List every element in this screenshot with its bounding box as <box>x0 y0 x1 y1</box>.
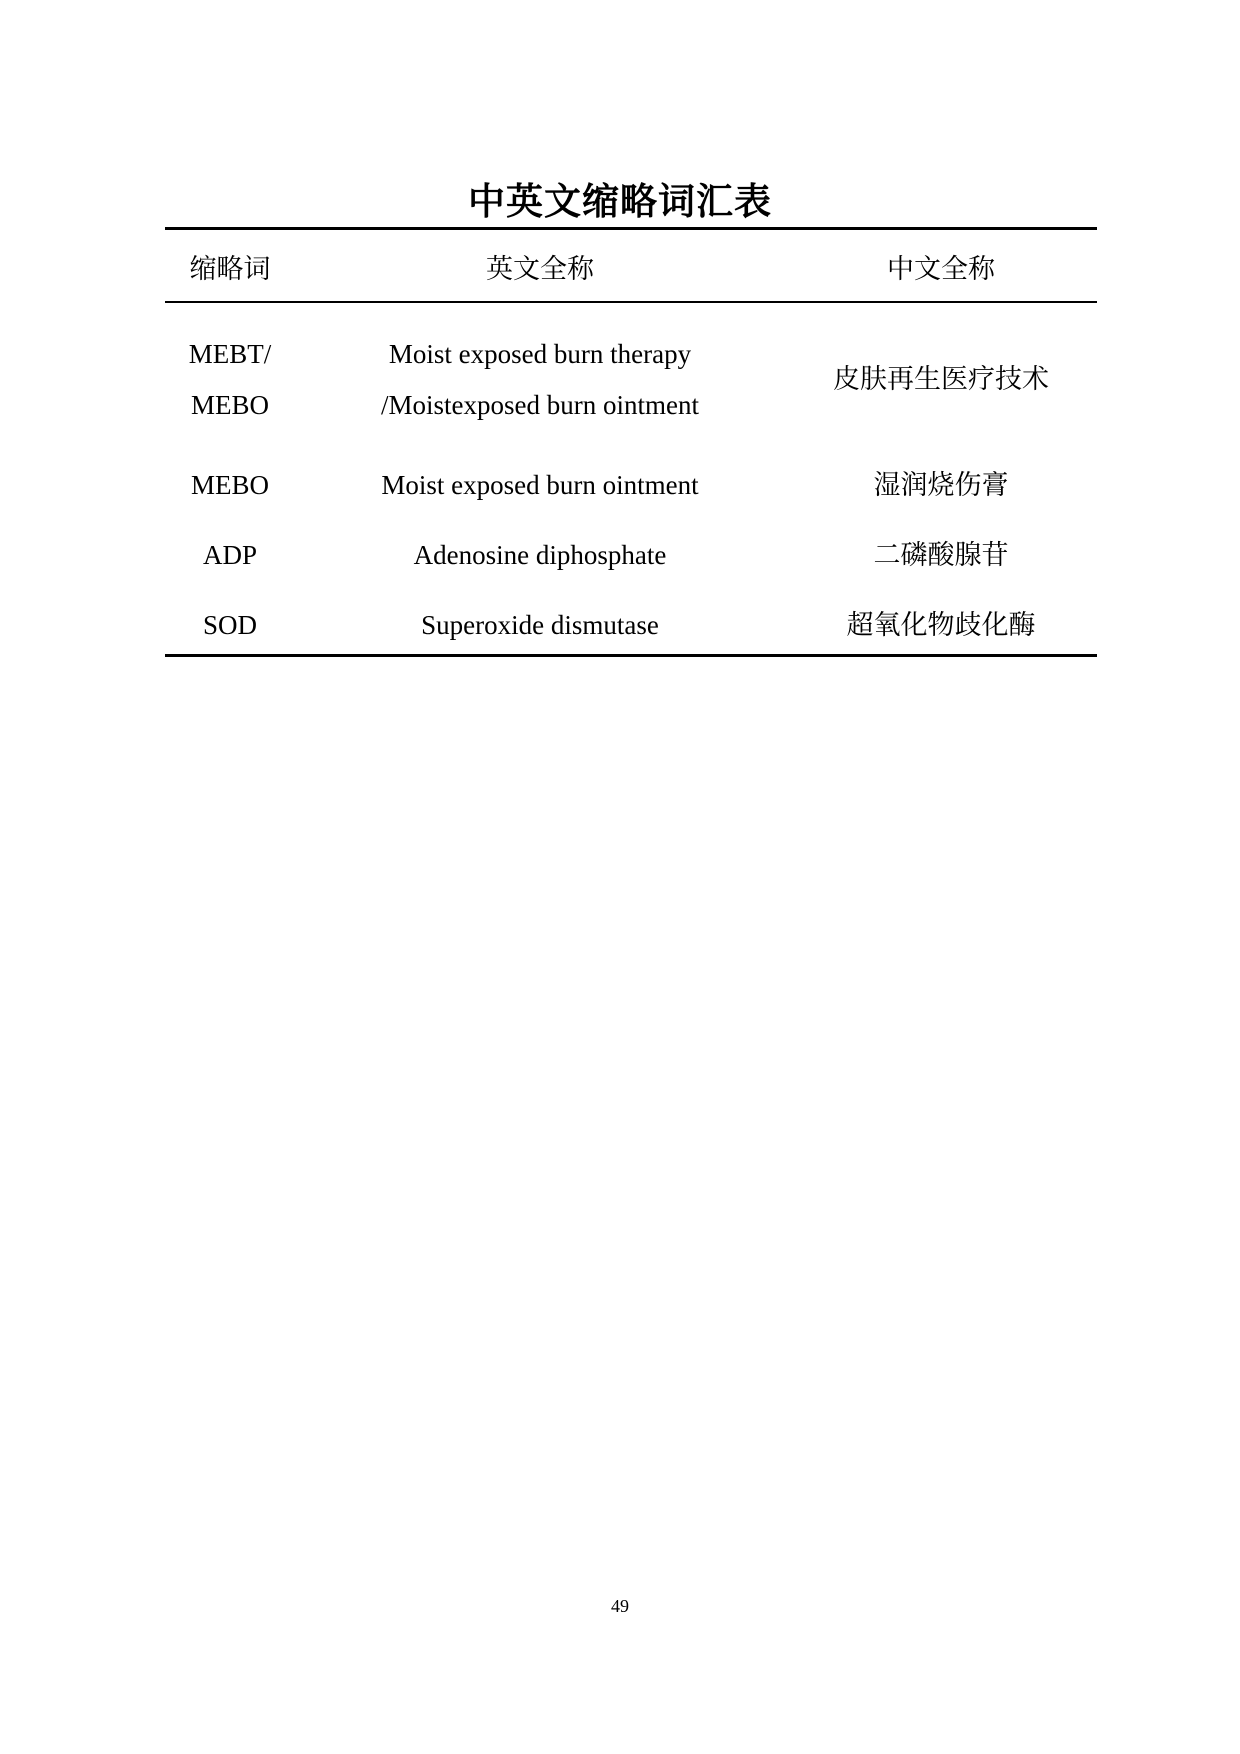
header-abbreviation: 缩略词 <box>189 254 271 284</box>
row-1-english-line-2: /Moistexposed burn ointment <box>381 390 699 420</box>
row-4-english: Superoxide dismutase <box>421 610 659 640</box>
row-3-chinese: 二磷酸腺苷 <box>873 540 1009 570</box>
row-1-english-line-1: Moist exposed burn therapy <box>388 339 692 369</box>
row-2-chinese: 湿润烧伤膏 <box>873 470 1009 500</box>
row-2-abbreviation: MEBO <box>190 470 269 500</box>
row-3-abbreviation: ADP <box>202 540 257 570</box>
header-chinese-full-name: 中文全称 <box>887 254 995 284</box>
table-top-rule <box>165 227 1097 230</box>
page-title: 中英文缩略词汇表 <box>468 182 772 223</box>
row-2-english: Moist exposed burn ointment <box>381 470 699 500</box>
row-4-chinese: 超氧化物歧化酶 <box>846 610 1036 640</box>
table-header-rule <box>165 301 1097 303</box>
header-english-full-name: 英文全称 <box>486 254 594 284</box>
row-1-chinese: 皮肤再生医疗技术 <box>833 364 1049 394</box>
row-1-abbreviation-line-1: MEBT/ <box>188 339 272 369</box>
row-1-abbreviation-line-2: MEBO <box>190 390 269 420</box>
table-bottom-rule <box>165 654 1097 657</box>
page-number: 49 <box>611 1596 629 1616</box>
row-4-abbreviation: SOD <box>202 610 257 640</box>
row-3-english: Adenosine diphosphate <box>413 540 667 570</box>
